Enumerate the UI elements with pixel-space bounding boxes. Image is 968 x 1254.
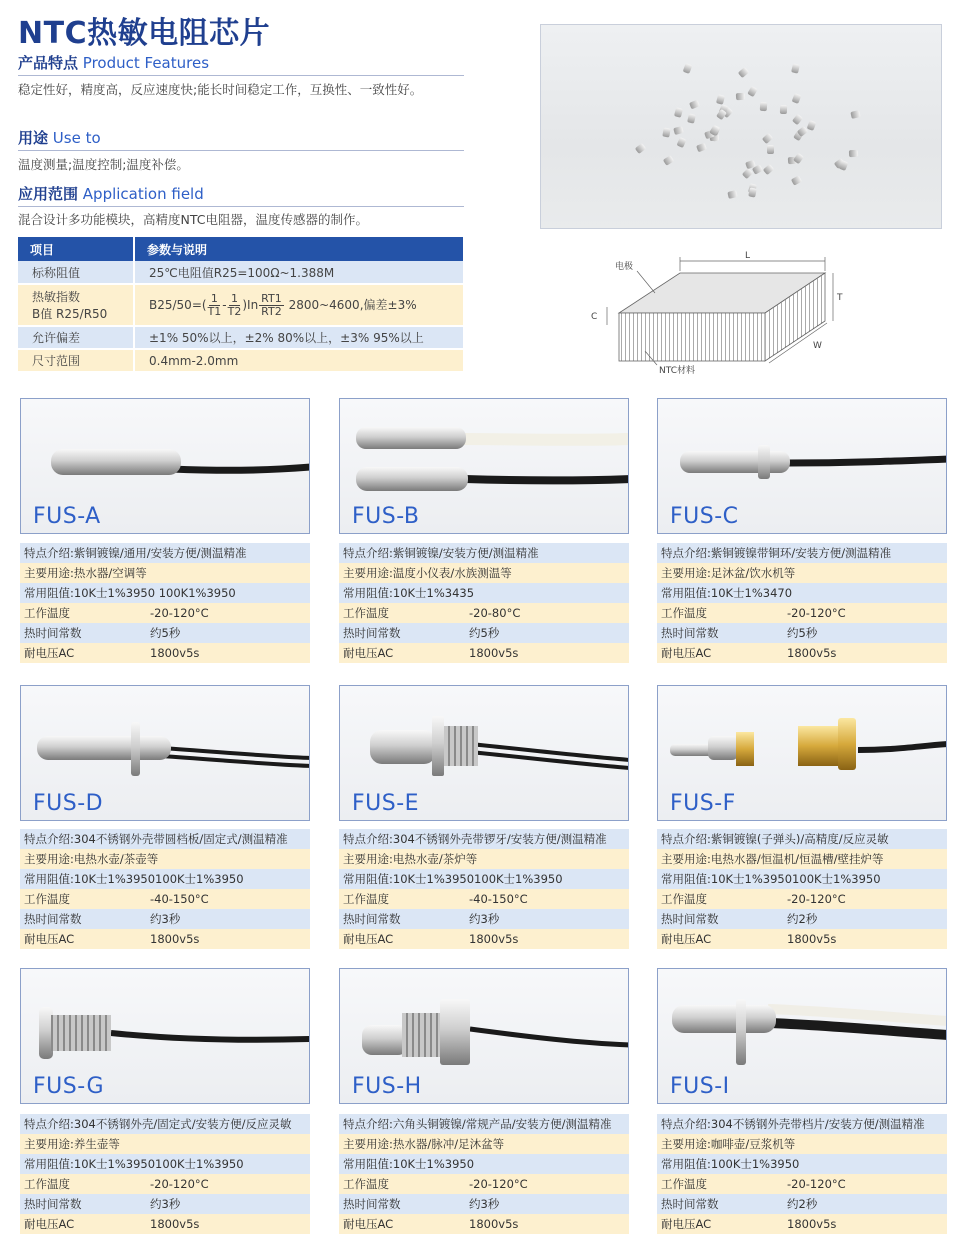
product-spec-row <box>339 929 629 949</box>
product-spec-row <box>339 603 629 623</box>
time-constant-label: 热时间常数 <box>339 623 465 643</box>
ntc-chip <box>689 99 700 109</box>
product-spec-row <box>20 543 310 563</box>
ntc-chip <box>791 63 800 73</box>
fraction-rt2: RT2 <box>261 304 282 318</box>
ntc-chip <box>806 120 816 131</box>
product-resistance: 常用阻值:10K士1%3470 <box>657 583 947 603</box>
product-spec-row <box>657 1114 947 1134</box>
product-spec-row <box>339 1174 629 1194</box>
product-spec-row <box>20 829 310 849</box>
temp-value: -20-120°C <box>783 1174 947 1194</box>
product-feature: 特点介绍:304不锈钢外壳带档片/安装方便/测温精准 <box>657 1114 947 1134</box>
product-spec-row <box>20 643 310 663</box>
product-spec-table <box>657 829 947 949</box>
product-image-fus-i <box>657 968 947 1104</box>
product-usage: 主要用途:咖啡壶/豆浆机等 <box>657 1134 947 1154</box>
product-model-label: FUS-H <box>352 1074 422 1099</box>
product-spec-row <box>657 849 947 869</box>
ntc-chip <box>727 190 737 199</box>
product-spec-row <box>339 1194 629 1214</box>
product-spec-row <box>20 849 310 869</box>
product-image-fus-d <box>20 685 310 821</box>
use-heading-cn: 用途 <box>18 129 49 147</box>
spec-key-line1: 热敏指数 <box>32 290 81 304</box>
product-spec-table <box>20 1114 310 1234</box>
features-heading-cn: 产品特点 <box>18 54 79 72</box>
product-spec-row <box>657 829 947 849</box>
time-constant-label: 热时间常数 <box>339 1194 465 1214</box>
ntc-chip <box>761 132 772 143</box>
product-spec-row <box>20 929 310 949</box>
time-constant-label: 热时间常数 <box>657 1194 783 1214</box>
product-spec-row <box>20 869 310 889</box>
product-resistance: 常用阻值:10K士1%3950100K士1%3950 <box>20 869 310 889</box>
ntc-chip <box>747 86 758 97</box>
time-constant-value: 约5秒 <box>465 623 629 643</box>
product-model-label: FUS-F <box>670 791 736 816</box>
product-spec-row <box>20 1174 310 1194</box>
product-feature: 特点介绍:六角头铜镀镍/常规产品/安装方便/测温精准 <box>339 1114 629 1134</box>
ntc-chip <box>760 101 767 110</box>
dim-label-l: L <box>745 251 751 261</box>
ntc-chip <box>673 126 684 135</box>
voltage-label: 耐电压AC <box>20 643 146 663</box>
product-spec-row <box>20 909 310 929</box>
product-spec-row <box>339 1154 629 1174</box>
temp-value: -20-120°C <box>146 1174 310 1194</box>
ntc-chip <box>748 188 757 198</box>
product-spec-row <box>339 583 629 603</box>
product-usage: 主要用途:热水器/空调等 <box>20 563 310 583</box>
product-spec-table <box>339 829 629 949</box>
dim-label-c: C <box>591 312 598 322</box>
product-model-label: FUS-E <box>352 791 420 816</box>
ntc-chip <box>791 175 802 185</box>
time-constant-label: 热时间常数 <box>20 1194 146 1214</box>
ntc-chip <box>780 105 787 114</box>
spec-value: 0.4mm-2.0mm <box>134 349 464 372</box>
product-spec-table <box>657 1114 947 1234</box>
product-resistance: 常用阻值:10K士1%3435 <box>339 583 629 603</box>
product-spec-row <box>20 1214 310 1234</box>
product-image-fus-g <box>20 968 310 1104</box>
temp-value: -20-120°C <box>146 603 310 623</box>
use-heading <box>18 127 464 151</box>
temp-label: 工作温度 <box>657 1174 783 1194</box>
product-spec-row <box>339 623 629 643</box>
ntc-chip <box>850 110 860 119</box>
temp-label: 工作温度 <box>339 889 465 909</box>
voltage-label: 耐电压AC <box>339 643 465 663</box>
time-constant-value: 约5秒 <box>146 623 310 643</box>
spec-key: 标称阻值 <box>18 261 134 284</box>
spec-key-line2: B值 R25/R50 <box>32 307 108 321</box>
product-spec-row <box>657 1134 947 1154</box>
voltage-value: 1800v5s <box>783 1214 947 1234</box>
product-spec-row <box>339 543 629 563</box>
time-constant-label: 热时间常数 <box>20 623 146 643</box>
product-spec-row <box>657 583 947 603</box>
fraction-t2-label: T2 <box>227 304 242 318</box>
product-spec-row <box>339 1214 629 1234</box>
product-spec-row <box>657 603 947 623</box>
product-usage: 主要用途:电热水器/恒温机/恒温槽/壁挂炉等 <box>657 849 947 869</box>
time-constant-label: 热时间常数 <box>20 909 146 929</box>
product-usage: 主要用途:热水器/脉冲/足沐盆等 <box>339 1134 629 1154</box>
ntc-chip-photo <box>540 24 942 229</box>
time-constant-label: 热时间常数 <box>657 623 783 643</box>
voltage-value: 1800v5s <box>465 929 629 949</box>
product-spec-row <box>339 1114 629 1134</box>
voltage-label: 耐电压AC <box>20 929 146 949</box>
product-spec-table <box>657 543 947 663</box>
use-heading-en: Use to <box>52 129 101 147</box>
voltage-value: 1800v5s <box>146 1214 310 1234</box>
time-constant-label: 热时间常数 <box>657 909 783 929</box>
product-model-label: FUS-I <box>670 1074 730 1099</box>
product-spec-row <box>339 849 629 869</box>
use-text: 温度测量;温度控制;温度补偿。 <box>18 157 189 172</box>
features-text: 稳定性好，精度高，反应速度快;能长时间稳定工作，互换性、一致性好。 <box>18 82 423 97</box>
product-spec-table <box>339 543 629 663</box>
voltage-value: 1800v5s <box>465 1214 629 1234</box>
voltage-label: 耐电压AC <box>339 1214 465 1234</box>
ntc-chip <box>763 164 774 175</box>
product-usage: 主要用途:电热水壶/茶壶等 <box>20 849 310 869</box>
time-constant-value: 约2秒 <box>783 909 947 929</box>
temp-label: 工作温度 <box>20 603 146 623</box>
product-spec-row <box>657 909 947 929</box>
product-spec-table <box>339 1114 629 1234</box>
product-spec-row <box>20 1194 310 1214</box>
ntc-chip <box>635 143 646 154</box>
product-spec-row <box>657 543 947 563</box>
fraction-rt1: RT1 <box>261 291 282 305</box>
product-spec-row <box>339 889 629 909</box>
material-label: NTC材料 <box>659 366 695 376</box>
product-model-label: FUS-G <box>33 1074 105 1099</box>
spec-row <box>18 326 464 349</box>
formula-ln: )In <box>242 297 259 312</box>
product-spec-row <box>657 643 947 663</box>
product-spec-row <box>20 1154 310 1174</box>
spec-row <box>18 261 464 284</box>
product-resistance: 常用阻值:10K士1%3950100K士1%3950 <box>657 869 947 889</box>
electrode-label: 电极 <box>615 262 634 272</box>
ntc-chip <box>848 149 857 156</box>
product-spec-row <box>657 1154 947 1174</box>
ntc-chip <box>663 128 671 138</box>
product-spec-row <box>657 623 947 643</box>
time-constant-value: 约3秒 <box>146 909 310 929</box>
product-model-label: FUS-C <box>670 504 739 529</box>
temp-label: 工作温度 <box>339 603 465 623</box>
product-image-fus-h <box>339 968 629 1104</box>
product-resistance: 常用阻值:100K士1%3950 <box>657 1154 947 1174</box>
time-constant-value: 约3秒 <box>465 909 629 929</box>
ntc-chip <box>767 145 774 154</box>
spec-value: 25℃电阻值R25=100Ω~1.388M <box>134 261 464 284</box>
chip-dimension-diagram <box>585 243 860 378</box>
product-model-label: FUS-D <box>33 791 104 816</box>
temp-label: 工作温度 <box>657 889 783 909</box>
product-spec-row <box>339 643 629 663</box>
spec-table <box>18 237 465 373</box>
temp-value: -20-120°C <box>783 889 947 909</box>
spec-row <box>18 284 464 326</box>
field-heading-cn: 应用范围 <box>18 185 79 203</box>
chip-front-face <box>619 313 765 361</box>
ntc-chip <box>663 155 674 166</box>
ntc-chip <box>676 137 686 148</box>
product-usage: 主要用途:温度小仪表/水族测温等 <box>339 563 629 583</box>
product-spec-table <box>20 543 310 663</box>
product-image-fus-a <box>20 398 310 534</box>
product-spec-row <box>20 623 310 643</box>
temp-value: -40-150°C <box>146 889 310 909</box>
voltage-value: 1800v5s <box>146 643 310 663</box>
voltage-label: 耐电压AC <box>20 1214 146 1234</box>
ntc-chip <box>682 63 692 74</box>
product-spec-row <box>657 889 947 909</box>
ntc-chip <box>736 93 745 101</box>
features-heading-en: Product Features <box>82 54 210 72</box>
ntc-chip <box>737 67 748 78</box>
temp-label: 工作温度 <box>20 1174 146 1194</box>
fraction-1-t2: $\frac{1}{T2}$ <box>227 291 242 318</box>
spec-value-formula: B25/50=( $\frac{1}{T1}$ - $\frac{1}{T2}$ )In $\frac{RT1}{RT2}$ 2800~4600,偏差±3% <box>134 284 464 326</box>
product-spec-row <box>20 603 310 623</box>
product-feature: 特点介绍:紫铜镀镍(子弹头)/高精度/反应灵敏 <box>657 829 947 849</box>
product-feature: 特点介绍:紫铜镀镍/通用/安装方便/测温精准 <box>20 543 310 563</box>
product-spec-row <box>20 889 310 909</box>
fraction-rt <box>259 293 284 318</box>
time-constant-value: 约3秒 <box>465 1194 629 1214</box>
product-resistance: 常用阻值:10K士1%3950 100K1%3950 <box>20 583 310 603</box>
product-spec-row <box>20 1134 310 1154</box>
product-model-label: FUS-A <box>33 504 101 529</box>
time-constant-value: 约2秒 <box>783 1194 947 1214</box>
ntc-chip <box>741 168 752 179</box>
voltage-label: 耐电压AC <box>657 929 783 949</box>
product-spec-row <box>657 563 947 583</box>
ntc-chip <box>674 107 683 118</box>
product-image-fus-f <box>657 685 947 821</box>
formula-prefix: B25/50=( <box>149 297 207 312</box>
ntc-chip <box>839 160 849 171</box>
ntc-chip <box>792 114 803 125</box>
product-spec-row <box>339 1134 629 1154</box>
temp-label: 工作温度 <box>20 889 146 909</box>
ntc-chip <box>716 94 725 105</box>
product-resistance: 常用阻值:10K士1%3950100K士1%3950 <box>339 869 629 889</box>
voltage-value: 1800v5s <box>783 643 947 663</box>
product-spec-row <box>339 869 629 889</box>
voltage-value: 1800v5s <box>146 929 310 949</box>
product-feature: 特点介绍:304不锈钢外壳带圆档板/固定式/测温精准 <box>20 829 310 849</box>
voltage-label: 耐电压AC <box>657 643 783 663</box>
spec-key: 尺寸范围 <box>18 349 134 372</box>
product-usage: 主要用途:足沐盆/饮水机等 <box>657 563 947 583</box>
time-constant-value: 约3秒 <box>146 1194 310 1214</box>
product-feature: 特点介绍:304不锈钢外壳带锣牙/安装方便/测温精准 <box>339 829 629 849</box>
product-spec-table <box>20 829 310 949</box>
spec-header-param: 参数与说明 <box>134 237 464 261</box>
voltage-label: 耐电压AC <box>339 929 465 949</box>
product-spec-row <box>657 1194 947 1214</box>
field-heading <box>18 183 464 207</box>
product-model-label: FUS-B <box>352 504 420 529</box>
product-spec-row <box>20 583 310 603</box>
temp-label: 工作温度 <box>339 1174 465 1194</box>
ntc-chip <box>696 143 707 153</box>
product-spec-row <box>339 829 629 849</box>
dim-label-w: W <box>813 341 822 351</box>
spec-header-item: 项目 <box>18 237 134 261</box>
spec-header-row <box>18 237 464 261</box>
spec-key: 允许偏差 <box>18 326 134 349</box>
spec-value: ±1% 50%以上，±2% 80%以上，±3% 95%以上 <box>134 326 464 349</box>
field-heading-en: Application field <box>82 185 204 203</box>
product-feature: 特点介绍:紫铜镀镍/安装方便/测温精准 <box>339 543 629 563</box>
temp-value: -20-80°C <box>465 603 629 623</box>
product-spec-row <box>20 563 310 583</box>
product-feature: 特点介绍:304不锈钢外壳/固定式/安装方便/反应灵敏 <box>20 1114 310 1134</box>
spec-row <box>18 349 464 372</box>
voltage-label: 耐电压AC <box>657 1214 783 1234</box>
features-heading <box>18 52 464 76</box>
fraction-t1-label: T1 <box>207 304 222 318</box>
temp-value: -40-150°C <box>465 889 629 909</box>
ntc-chip <box>687 113 696 123</box>
product-spec-row <box>657 1174 947 1194</box>
fraction-1-t1: $\frac{1}{T1}$ <box>207 291 222 318</box>
voltage-value: 1800v5s <box>783 929 947 949</box>
dim-label-t: T <box>837 293 843 303</box>
product-usage: 主要用途:养生壶等 <box>20 1134 310 1154</box>
temp-label: 工作温度 <box>657 603 783 623</box>
product-spec-row <box>339 909 629 929</box>
spec-key <box>18 284 134 326</box>
product-usage: 主要用途:电热水壶/茶炉等 <box>339 849 629 869</box>
voltage-value: 1800v5s <box>465 643 629 663</box>
time-constant-value: 约5秒 <box>783 623 947 643</box>
product-feature: 特点介绍:紫铜镀镍带铜环/安装方便/测温精准 <box>657 543 947 563</box>
product-spec-row <box>657 1214 947 1234</box>
product-resistance: 常用阻值:10K士1%3950 <box>339 1154 629 1174</box>
product-spec-row <box>657 929 947 949</box>
field-text: 混合设计多功能模块，高精度NTC电阻器，温度传感器的制作。 <box>18 212 368 227</box>
product-spec-row <box>20 1114 310 1134</box>
product-image-fus-b <box>339 398 629 534</box>
page-title: NTC热敏电阻芯片 <box>18 16 271 51</box>
formula-range: 2800~4600,偏差±3% <box>288 297 417 312</box>
product-image-fus-c <box>657 398 947 534</box>
time-constant-label: 热时间常数 <box>339 909 465 929</box>
product-spec-row <box>339 563 629 583</box>
product-spec-row <box>657 869 947 889</box>
temp-value: -20-120°C <box>783 603 947 623</box>
product-resistance: 常用阻值:10K士1%3950100K士1%3950 <box>20 1154 310 1174</box>
temp-value: -20-120°C <box>465 1174 629 1194</box>
product-image-fus-e <box>339 685 629 821</box>
ntc-chip <box>791 93 801 104</box>
